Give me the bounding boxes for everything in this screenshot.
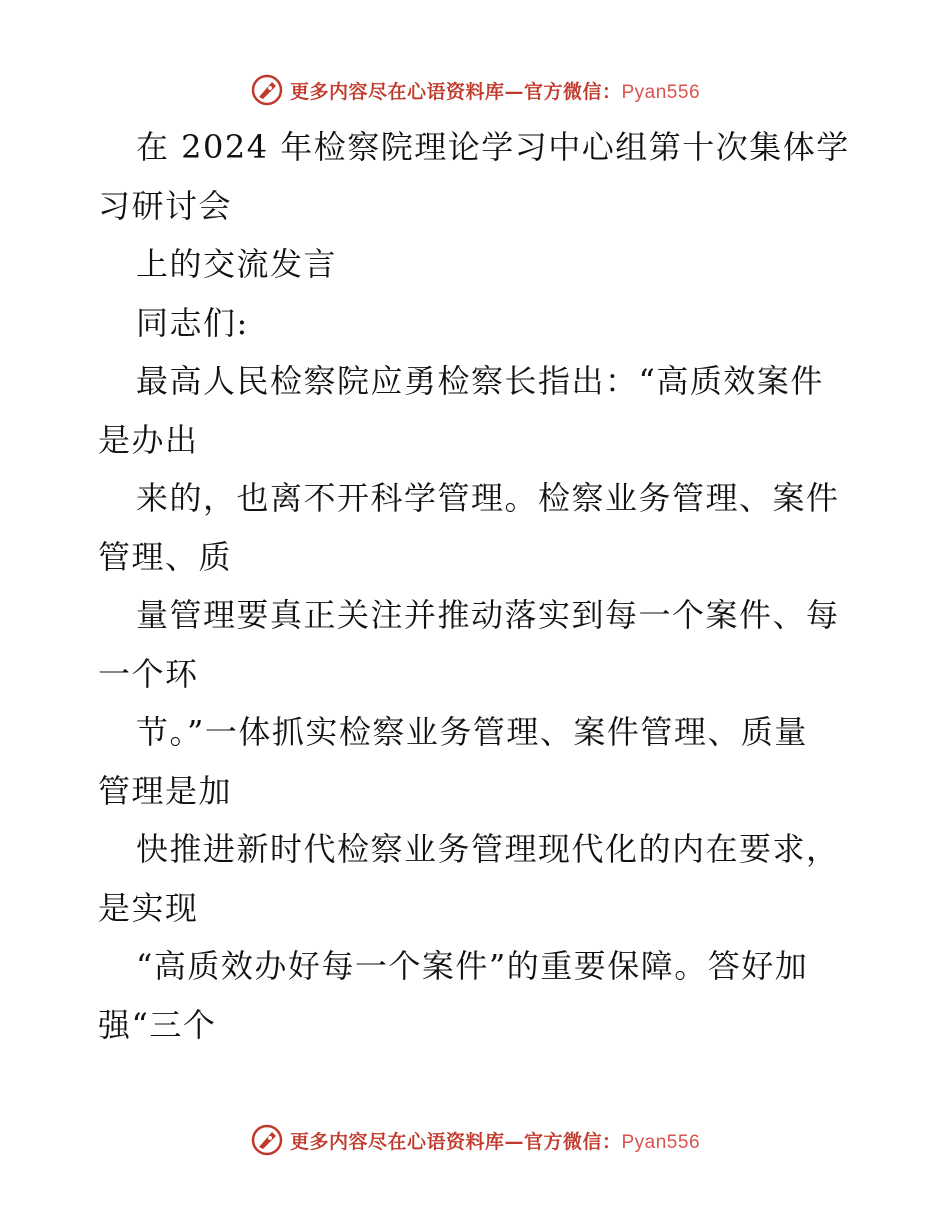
- pen-nib-logo-icon: [250, 1123, 284, 1157]
- text-line: 习研讨会: [98, 186, 233, 225]
- text-line: 来的，也离不开科学管理。检察业务管理、案件: [136, 479, 840, 517]
- text-line: 管理是加: [98, 771, 233, 810]
- header-banner: [0, 72, 950, 108]
- banner-wechat-id: Pyan556: [621, 1131, 701, 1153]
- banner-label: 更多内容尽在心语资料库—官方微信：: [289, 80, 622, 103]
- text-line: 同志们:: [136, 303, 249, 342]
- banner-label: 更多内容尽在心语资料库—官方微信：: [289, 1130, 622, 1153]
- text-line: “高质效办好每一个案件”的重要保障。答好加: [136, 947, 809, 985]
- text-line: 节。”一体抓实检察业务管理、案件管理、质量: [136, 713, 808, 751]
- text-line: 强“三个: [98, 1005, 217, 1044]
- text-line: 是办出: [98, 420, 199, 459]
- document-body: [98, 118, 858, 1054]
- text-line: 在 2024 年检察院理论学习中心组第十次集体学: [136, 128, 850, 166]
- text-line: 最高人民检察院应勇检察长指出：“高质效案件: [136, 362, 824, 400]
- banner-text: [290, 1127, 700, 1154]
- text-line: 管理、质: [98, 537, 233, 576]
- text-line: 量管理要真正关注并推动落实到每一个案件、每: [136, 596, 840, 634]
- text-line: 上的交流发言: [136, 245, 338, 283]
- text-line: 快推进新时代检察业务管理现代化的内在要求，: [136, 830, 840, 868]
- pen-nib-logo-icon: [250, 73, 284, 107]
- banner-wechat-id: Pyan556: [621, 81, 701, 103]
- text-line: 一个环: [98, 654, 199, 693]
- footer-banner: [0, 1122, 950, 1158]
- text-line: 是实现: [98, 888, 199, 927]
- banner-text: [290, 77, 700, 104]
